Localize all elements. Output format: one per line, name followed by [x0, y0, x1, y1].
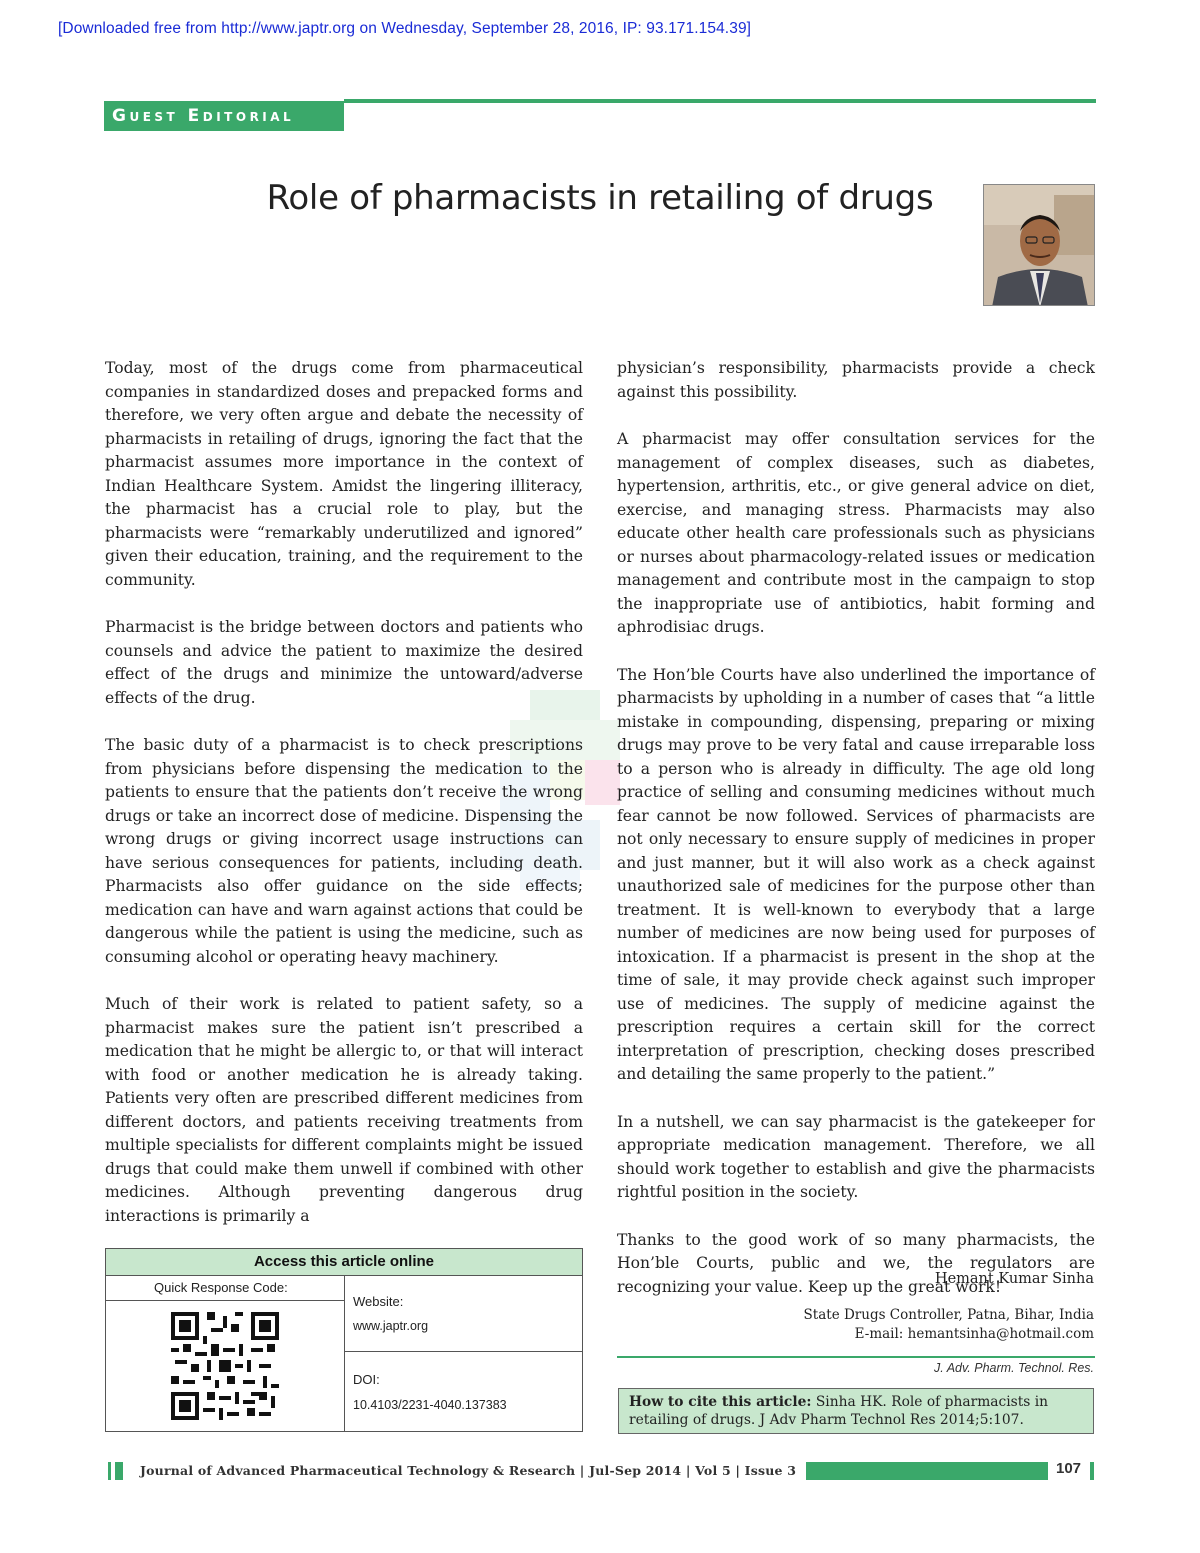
download-banner[interactable]: [Downloaded free from http://www.japtr.org on Wednesday, September 28, 2016, IP: 93.171.154.39] — [58, 20, 752, 37]
section-tag: Guest Editorial — [104, 101, 344, 131]
website-label: Website: — [353, 1294, 404, 1309]
paragraph: A pharmacist may offer consultation services for the management of complex diseases, such as diabetes, hypertension, arthritis, etc., or give general advice on diet, exercise, and managing stress. Pharmacists may also educate other health care professionals such as physicians or nurses about pharmacology-related issues or medication management and contribute most in the campaign to stop the inappropriate use of antibiotics, habit forming and aphrodisiac drugs. — [617, 430, 1095, 636]
doi-label: DOI: — [353, 1372, 380, 1387]
paragraph: Pharmacist is the bridge between doctors and patients who counsels and advice the patient to maximize the desired effect of the drugs and minimize the untoward/adverse effects of the drug. — [105, 618, 583, 707]
left-column — [105, 357, 583, 1252]
article-title: Role of pharmacists in retailing of drugs — [266, 178, 934, 218]
footer-journal: Journal of Advanced Pharmaceutical Technology & Research | Jul-Sep 2014 | Vol 5 | Issue 3 — [140, 1463, 797, 1478]
footer-bar — [1090, 1462, 1094, 1480]
paragraph: Much of their work is related to patient safety, so a pharmacist makes sure the patient isn’t prescribed a medication that he might be allergic to, or that will interact with food or another medication he is already taking. Patients very often are prescribed different medicines from different doctors, and patients receiving treatments from multiple specialists for different complaints might be issued drugs that could make them unwell if combined with other medicines. Although preventing dangerous drug interactions is primarily a — [105, 995, 583, 1225]
qr-cell — [106, 1276, 345, 1431]
website-link[interactable]: www.japtr.org — [353, 1319, 429, 1333]
author-name: Hemant Kumar Sinha — [934, 1271, 1094, 1287]
author-email[interactable]: E-mail: hemantsinha@hotmail.com — [854, 1326, 1094, 1342]
author-affiliation: State Drugs Controller, Patna, Bihar, India — [803, 1307, 1094, 1323]
citation-label: How to cite this article: — [629, 1394, 812, 1410]
citation-box — [618, 1388, 1094, 1434]
right-column — [617, 357, 1095, 1323]
doi-value[interactable]: 10.4103/2231-4040.137383 — [353, 1398, 507, 1412]
author-photo — [983, 184, 1095, 306]
paragraph: Thanks to the good work of so many pharmacists, the Hon’ble Courts, public and we, the regulators are recognizing your value. Keep up the great work! — [617, 1230, 1095, 1296]
section-rule — [344, 99, 1096, 103]
paragraph: The basic duty of a pharmacist is to check prescriptions from physicians before dispensing the medication to the patients to ensure that the patients don’t receive the wrong drugs or take an incorrect dose of medicine. Dispensing the wrong drugs or giving incorrect usage instructions can have serious consequences for patients, including death. Pharmacists also offer guidance on the side effects; medication can have and warn against actions that could be dangerous while the patient is using the medicine, such as consuming alcohol or operating heavy machinery. — [105, 736, 583, 966]
paragraph: The Hon’ble Courts have also underlined the importance of pharmacists by upholding in a number of cases that “a little mistake in compounding, dispensing, preparing or mixing drugs may prove to be very fatal and cause irreparable loss to a person who is already in difficulty. The age old long practice of selling and consuming medicines without much fear cannot be now followed. Services of pharmacists are not only necessary to ensure supply of medicines in proper and just manner, but it will also work as a check against unauthorized sale of medicines for the purpose other than treatment. It is well-known to everybody that a large number of medicines are now being used for purposes of intoxication. If a pharmacist is present in the shop at the time of sale, it may provide check against such improper use of medicines. The supply of medicine against the prescription requires a certain skill for the correct interpretation of prescription, checking doses prescribed and detailing the same properly to the patient.” — [617, 665, 1095, 1083]
qr-label: Quick Response Code: — [106, 1276, 344, 1301]
paragraph: physician’s responsibility, pharmacists provide a check against this possibility. — [617, 359, 1095, 401]
access-box — [105, 1248, 583, 1432]
footer-bar — [806, 1462, 1048, 1480]
divider — [617, 1356, 1095, 1358]
footer-bar — [108, 1462, 111, 1480]
qr-code-icon[interactable] — [171, 1312, 279, 1420]
journal-abbrev: J. Adv. Pharm. Technol. Res. — [933, 1361, 1094, 1375]
access-heading: Access this article online — [106, 1249, 582, 1276]
citation-text: Sinha HK. Role of pharmacists in retailing of drugs. J Adv Pharm Technol Res 2014;5:107. — [629, 1394, 1049, 1428]
paragraph: Today, most of the drugs come from pharmaceutical companies in standardized doses and prepacked forms and therefore, we very often argue and debate the necessity of pharmacists in retailing of drugs, ignoring the fact that the pharmacist assumes more importance in the context of Indian Healthcare System. Amidst the lingering illiteracy, the pharmacist has a crucial role to play, but the pharmacists were “remarkably underutilized and ignored” given their education, training, and the requirement to the community. — [105, 359, 583, 589]
paragraph: In a nutshell, we can say pharmacist is the gatekeeper for appropriate medication management. Therefore, we all should work together to establish and give the pharmacists rightful position in the society. — [617, 1112, 1095, 1201]
doi-cell — [345, 1352, 582, 1431]
website-cell — [345, 1276, 582, 1352]
page-number: 107 — [1056, 1460, 1082, 1477]
footer-bar — [115, 1462, 123, 1480]
